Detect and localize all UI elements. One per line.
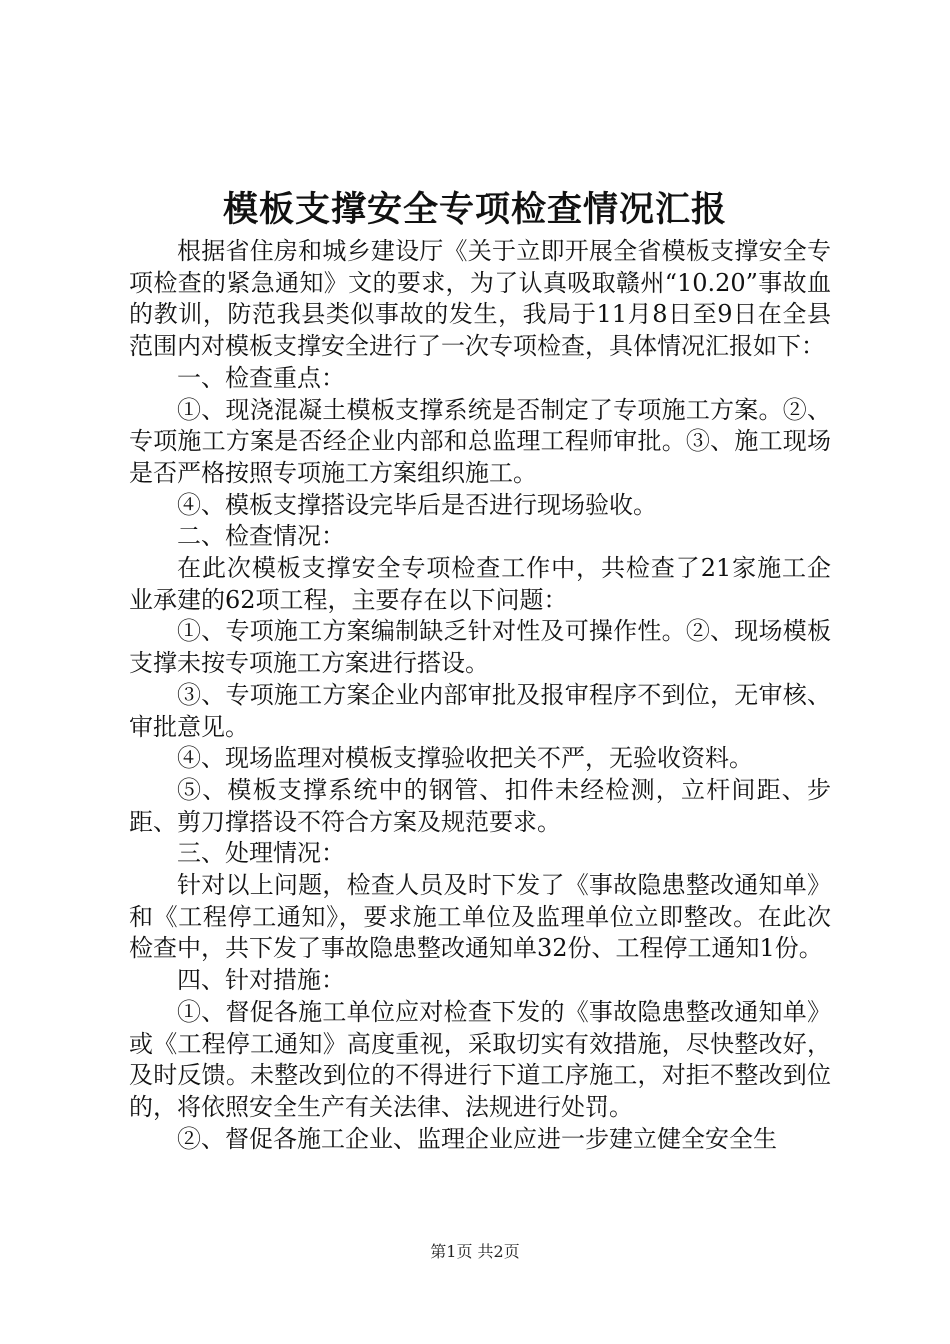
section-heading-inspection-status: 二、检查情况： [177,522,345,551]
paragraph-measure-1: ①、督促各施工单位应对检查下发的《事故隐患整改通知单》或《工程停工通知》高度重视，采取切实有效措施，尽快整改好，及时反馈。未整改到位的不得进行下道工序施工，对拒不整改到位的，将依照安全生产有关法律、法规进行处罚。 [129,997,831,1121]
section-heading-handling: 三、处理情况： [177,839,345,868]
paragraph-problem-item-3: ③、专项施工方案企业内部审批及报审程序不到位，无审核、审批意见。 [129,680,831,741]
paragraph-measure-2: ②、督促各施工企业、监理企业应进一步建立健全安全生 [177,1124,777,1153]
paragraph-problem-item-5: ⑤、模板支撑系统中的钢管、扣件未经检测，立杆间距、步距、剪刀撑搭设不符合方案及规范要求。 [129,775,831,836]
paragraph-problem-items-1-2: ①、专项施工方案编制缺乏针对性及可操作性。②、现场模板支撑未按专项施工方案进行搭设。 [129,617,831,678]
paragraph-problem-item-4: ④、现场监理对模板支撑验收把关不严，无验收资料。 [177,744,753,773]
paragraph-intro: 根据省住房和城乡建设厅《关于立即开展全省模板支撑安全专项检查的紧急通知》文的要求，为了认真吸取赣州“10.20”事故血的教训，防范我县类似事故的发生，我局于11月8日至9日在全县范围内对模板支撑安全进行了一次专项检查，具体情况汇报如下： [129,237,831,361]
document-title: 模板支撑安全专项检查情况汇报 [222,189,727,230]
section-heading-measures: 四、针对措施： [177,966,345,995]
paragraph-focus-item-4: ④、模板支撑搭设完毕后是否进行现场验收。 [177,490,657,519]
paragraph-status-summary: 在此次模板支撑安全专项检查工作中，共检查了21家施工企业承建的62项工程，主要存在以下问题： [129,554,831,614]
page-footer: 第1页 共2页 [430,1242,520,1261]
section-heading-inspection-focus: 一、检查重点： [177,363,345,392]
paragraph-handling-details: 针对以上问题，检查人员及时下发了《事故隐患整改通知单》和《工程停工通知》，要求施工单位及监理单位立即整改。在此次检查中，共下发了事故隐患整改通知单32份、工程停工通知1份。 [129,871,831,963]
paragraph-focus-items-1-3: ①、现浇混凝土模板支撑系统是否制定了专项施工方案。②、专项施工方案是否经企业内部和总监理工程师审批。③、施工现场是否严格按照专项施工方案组织施工。 [129,395,831,487]
document-body [129,236,831,1155]
